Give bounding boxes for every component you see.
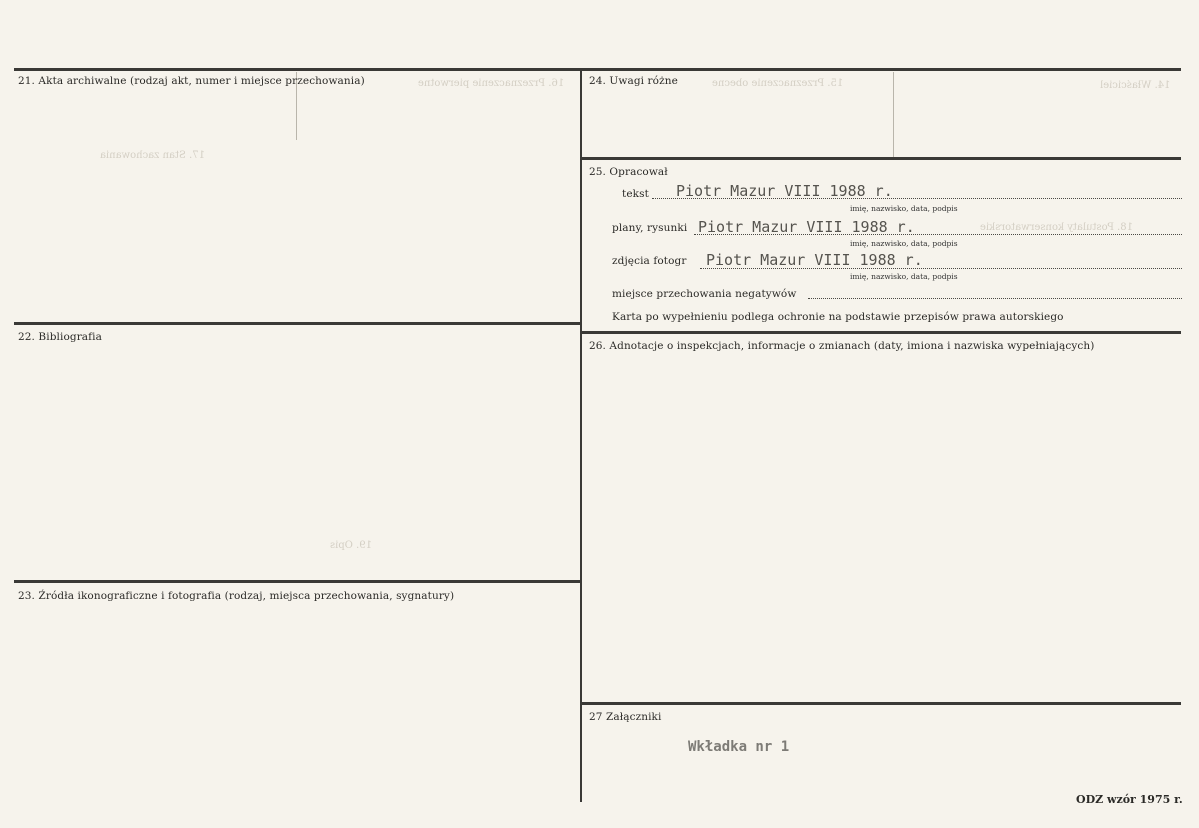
zdjecia-value: Piotr Mazur VIII 1988 r. xyxy=(706,251,923,269)
zdjecia-caption: imię, nazwisko, data, podpis xyxy=(850,272,958,281)
zdjecia-label: zdjęcia fotogr xyxy=(612,255,687,267)
section-26-border xyxy=(582,331,1181,334)
section-23-label: 23. Źródła ikonograficzne i fotografia (rodzaj, miejsca przechowania, sygnatury) xyxy=(18,590,455,602)
bleed-text: 16. Przeznaczenie pierwotne xyxy=(418,78,565,89)
form-id: ODZ wzór 1975 r. xyxy=(1076,793,1183,806)
tekst-label: tekst xyxy=(622,188,649,200)
section-23-border xyxy=(14,580,580,583)
attachment-value: Wkładka nr 1 xyxy=(688,739,790,755)
section-22-border xyxy=(14,322,580,325)
bleed-text: 18. Postulaty konserwatorskie xyxy=(980,222,1134,233)
section-21-label: 21. Akta archiwalne (rodzaj akt, numer i miejsce przechowania) xyxy=(18,75,365,87)
section-25-border xyxy=(582,157,1181,160)
section-27-border xyxy=(582,702,1181,705)
bleed-text: 17. Stan zachowania xyxy=(100,150,205,161)
bleed-text: 15. Przeznaczenie obecne xyxy=(712,78,844,89)
bleed-text: 19. Opis xyxy=(330,540,373,551)
section-27-label: 27 Załączniki xyxy=(589,711,662,723)
plany-value: Piotr Mazur VIII 1988 r. xyxy=(698,218,915,236)
section-22-label: 22. Bibliografia xyxy=(18,331,102,343)
section-24-divider xyxy=(893,72,894,158)
bleed-text: 14. Właściciel xyxy=(1100,80,1171,91)
section-25-label: 25. Opracował xyxy=(589,166,668,178)
tekst-value: Piotr Mazur VIII 1988 r. xyxy=(676,182,893,200)
plany-caption: imię, nazwisko, data, podpis xyxy=(850,239,958,248)
tekst-caption: imię, nazwisko, data, podpis xyxy=(850,204,958,213)
top-border xyxy=(14,68,1181,71)
negatywy-label: miejsce przechowania negatywów xyxy=(612,288,797,300)
section-26-label: 26. Adnotacje o inspekcjach, informacje o zmianach (daty, imiona i nazwiska wypełniających) xyxy=(589,340,1095,352)
copyright-note: Karta po wypełnieniu podlega ochronie na podstawie przepisów prawa autorskiego xyxy=(612,311,1064,323)
negatywy-line xyxy=(808,298,1182,299)
center-divider xyxy=(580,68,582,802)
section-24-label: 24. Uwagi różne xyxy=(589,75,678,87)
plany-label: plany, rysunki xyxy=(612,222,688,234)
